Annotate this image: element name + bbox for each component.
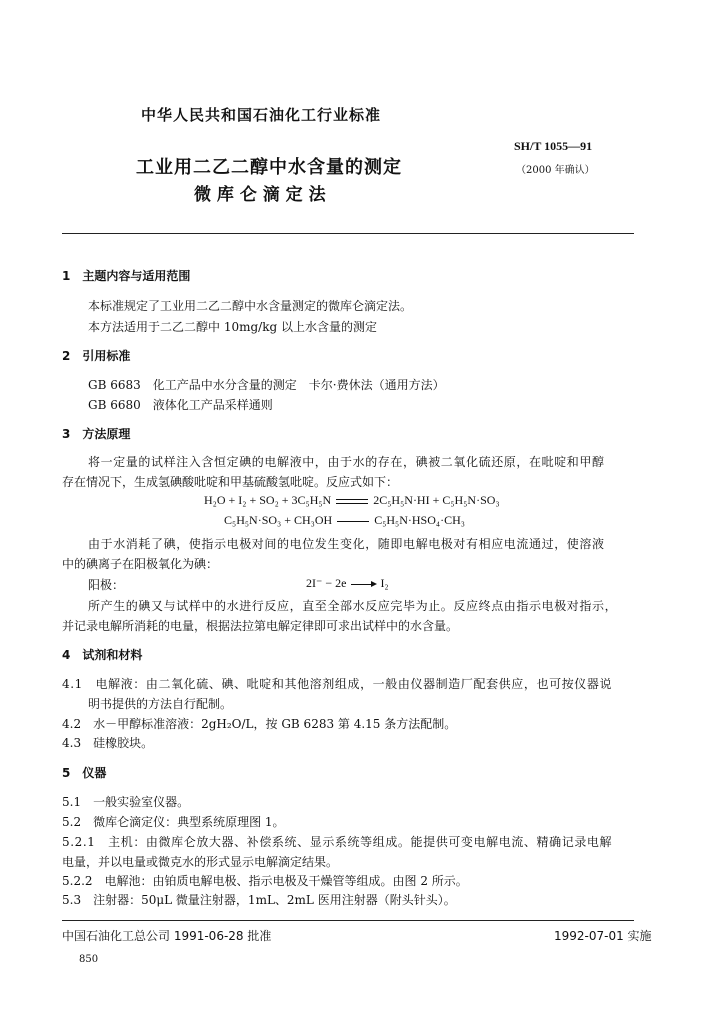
item-5-2-2: 5.2.2 电解池：由铂质电解电极、指示电极及干燥管等组成。由图 2 所示。	[62, 874, 468, 888]
item-5-2-1-line-1: 5.2.1 主机：由微库仑放大器、补偿系统、显示系统等组成。能提供可变电解电流、精确记录电解	[62, 835, 613, 849]
section-3-para-2-line-1: 由于水消耗了碘，使指示电极对间的电位发生变化，随即电解电极对有相应电流通过，使溶液	[88, 537, 605, 551]
section-4-heading: 4 试剂和材料	[62, 648, 143, 662]
equation-1-right: 2C₅H₅N·HI + C₅H₅N·SO₃	[373, 493, 500, 507]
equation-3-right: I₂	[380, 576, 389, 590]
anode-label: 阳极：	[88, 578, 125, 592]
equation-2	[224, 513, 465, 528]
item-4-3: 4.3 硅橡胶块。	[62, 736, 154, 750]
section-5-heading: 5 仪器	[62, 766, 107, 780]
org-title: 中华人民共和国石油化工行业标准	[141, 106, 382, 124]
reference-gb6680: GB 6680 液体化工产品采样通则	[88, 398, 273, 412]
reconfirm-year: （2000 年确认）	[516, 165, 595, 176]
section-2-heading: 2 引用标准	[62, 349, 131, 363]
item-5-3: 5.3 注射器：50μL 微量注射器，1mL、2mL 医用注射器（附头针头）。	[62, 893, 456, 907]
implementation-date: 1992-07-01 实施	[554, 929, 652, 943]
item-4-1-line-2: 明书提供的方法自行配制。	[88, 697, 233, 711]
equation-3-left: 2I⁻ − 2e	[306, 576, 347, 590]
equation-1-left: H₂O + I₂ + SO₂ + 3C₅H₅N	[204, 493, 332, 507]
item-5-2-1-line-2: 电量，并以电量或微克水的形式显示电解滴定结果。	[62, 855, 339, 869]
footer-rule	[62, 920, 634, 921]
section-3-heading: 3 方法原理	[62, 427, 131, 441]
reaction-arrow-icon	[351, 584, 375, 585]
page-number: 850	[79, 954, 99, 965]
section-3-para-3-line-1: 所产生的碘又与试样中的水进行反应，直至全部水反应完毕为止。反应终点由指示电极对指示，	[88, 599, 618, 613]
standard-code: SH/T 1055—91	[514, 139, 593, 153]
section-3-para-1-line-2: 存在情况下，生成氢碘酸吡啶和甲基硫酸氢吡啶。反应式如下：	[62, 475, 399, 489]
section-1-para-1: 本标准规定了工业用二乙二醇中水含量测定的微库仑滴定法。	[88, 299, 413, 313]
item-5-2: 5.2 微库仑滴定仪：典型系统原理图 1。	[62, 815, 285, 829]
doc-title-line2: 微 库 仑 滴 定 法	[194, 185, 326, 205]
equation-2-right: C₅H₅N·HSO₄·CH₃	[374, 513, 465, 527]
approval-line: 中国石油化工总公司 1991-06-28 批准	[62, 929, 272, 943]
section-1-para-2: 本方法适用于二乙二醇中 10mg/kg 以上水含量的测定	[88, 320, 377, 334]
section-1-heading: 1 主题内容与适用范围	[62, 269, 191, 283]
item-4-2: 4.2 水－甲醇标准溶液：2gH₂O/L，按 GB 6283 第 4.15 条方法配制。	[62, 717, 457, 731]
reference-gb6683: GB 6683 化工产品中水分含量的测定 卡尔·费休法（通用方法）	[88, 378, 445, 392]
equation-1	[204, 493, 500, 508]
header-rule	[62, 233, 634, 234]
section-3-para-2-line-2: 中的碘离子在阳极氧化为碘：	[62, 557, 219, 571]
item-4-1-line-1: 4.1 电解液：由二氧化硫、碘、吡啶和其他溶剂组成，一般由仪器制造厂配套供应，也可按仪器说	[62, 677, 613, 691]
section-3-para-1-line-1: 将一定量的试样注入含恒定碘的电解液中，由于水的存在，碘被二氧化硫还原，在吡啶和甲醇	[88, 455, 605, 469]
equation-3	[306, 576, 389, 591]
section-3-para-3-line-2: 并记录电解所消耗的电量，根据法拉第电解定律即可求出试样中的水含量。	[62, 619, 459, 633]
item-5-1: 5.1 一般实验室仪器。	[62, 795, 190, 809]
reaction-line-icon	[337, 521, 369, 522]
equation-2-left: C₅H₅N·SO₃ + CH₃OH	[224, 513, 333, 527]
doc-title-line1: 工业用二乙二醇中水含量的测定	[136, 157, 402, 178]
equals-sign-icon	[336, 499, 368, 504]
